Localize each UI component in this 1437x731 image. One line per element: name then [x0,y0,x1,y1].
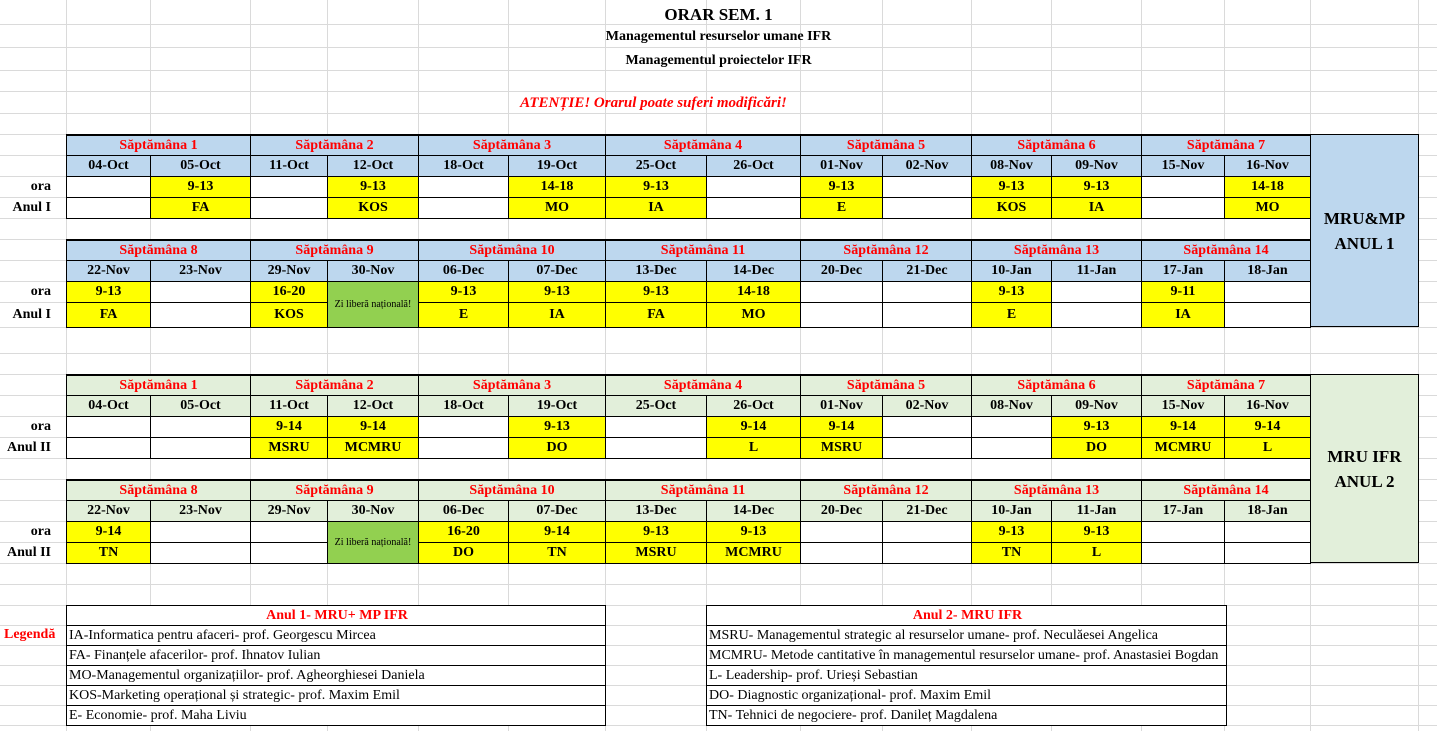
warning-notice: ATENȚIE! Orarul poate suferi modificări! [520,95,787,111]
empty-cell[interactable] [800,302,883,328]
week-header: Săptămâna 10 [418,479,606,501]
program-label-line: ANUL 2 [1334,471,1395,491]
hours-cell[interactable]: 9-14 [508,521,606,543]
date-header: 18-Oct [418,395,509,417]
week-header: Săptămâna 12 [800,479,972,501]
row-label-year: Anul I [12,307,51,322]
empty-cell[interactable] [1224,521,1311,543]
course-cell[interactable]: L [1224,437,1311,459]
course-cell[interactable]: FA [66,302,151,328]
course-cell[interactable]: MSRU [800,437,883,459]
week-header: Săptămâna 12 [800,239,972,261]
empty-cell[interactable] [800,542,883,564]
empty-cell[interactable] [706,176,801,198]
week-header: Săptămâna 7 [1141,134,1311,156]
date-header: 08-Nov [971,155,1052,177]
empty-cell[interactable] [882,197,972,219]
row-label-hours: ora [30,419,51,434]
date-header: 06-Dec [418,260,509,282]
course-cell[interactable]: MO [508,197,606,219]
date-header: 10-Jan [971,260,1052,282]
empty-cell[interactable] [1224,542,1311,564]
date-header: 12-Oct [327,155,419,177]
empty-cell[interactable] [882,521,972,543]
empty-cell[interactable] [418,197,509,219]
empty-cell[interactable] [150,521,251,543]
empty-cell[interactable] [150,416,251,438]
row-label-empty [0,374,67,417]
hours-cell[interactable]: 16-20 [418,521,509,543]
hours-cell[interactable]: 9-13 [800,176,883,198]
legend-label: Legendă [4,627,56,642]
program-label [1310,374,1419,563]
date-header: 09-Nov [1051,395,1142,417]
row-label-empty [0,239,67,282]
date-header: 23-Nov [150,500,251,522]
date-header: 02-Nov [882,395,972,417]
hours-cell[interactable]: 9-13 [706,521,801,543]
hours-cell[interactable]: 9-13 [605,281,707,303]
hours-cell[interactable]: 9-14 [1224,416,1311,438]
legend-title-year2: Anul 2- MRU IFR [706,605,1227,626]
course-cell[interactable]: L [1051,542,1142,564]
date-header: 11-Jan [1051,500,1142,522]
hours-cell[interactable]: 9-14 [327,416,419,438]
legend-item: MO-Managementul organizațiilor- prof. Agheorghiesei Daniela [66,665,606,686]
empty-cell[interactable] [418,176,509,198]
date-header: 14-Dec [706,500,801,522]
date-header: 23-Nov [150,260,251,282]
date-header: 11-Oct [250,395,328,417]
hours-cell[interactable]: 9-13 [66,281,151,303]
week-header: Săptămâna 8 [66,239,251,261]
date-header: 12-Oct [327,395,419,417]
date-header: 01-Nov [800,395,883,417]
week-header: Săptămâna 2 [250,374,419,396]
week-header: Săptămâna 6 [971,134,1142,156]
hours-cell[interactable]: 14-18 [508,176,606,198]
course-cell[interactable]: MSRU [605,542,707,564]
date-header: 05-Oct [150,395,251,417]
legend-item: L- Leadership- prof. Urieși Sebastian [706,665,1227,686]
row-label-empty [0,479,67,522]
row-label-hours: ora [30,179,51,194]
week-header: Săptămâna 13 [971,479,1142,501]
course-cell[interactable]: IA [1141,302,1225,328]
course-cell[interactable]: IA [1051,197,1142,219]
gridline [0,353,1437,354]
course-cell[interactable]: KOS [250,302,328,328]
hours-cell[interactable]: 9-13 [1051,416,1142,438]
week-header: Săptămâna 14 [1141,479,1311,501]
hours-cell[interactable]: 9-13 [605,176,707,198]
date-header: 05-Oct [150,155,251,177]
hours-cell[interactable]: 9-13 [605,521,707,543]
empty-cell[interactable] [1141,521,1225,543]
date-header: 29-Nov [250,500,328,522]
date-header: 18-Oct [418,155,509,177]
week-header: Săptămâna 8 [66,479,251,501]
course-cell[interactable]: DO [1051,437,1142,459]
date-header: 29-Nov [250,260,328,282]
empty-cell[interactable] [250,197,328,219]
subtitle-mp: Managementul proiectelor IFR [625,53,812,68]
date-header: 11-Jan [1051,260,1142,282]
row-label-empty [0,134,67,177]
week-header: Săptămâna 4 [605,134,801,156]
gridline [0,113,1437,114]
week-header: Săptămâna 11 [605,239,801,261]
legend-item: KOS-Marketing operațional și strategic- prof. Maxim Emil [66,685,606,706]
week-header: Săptămâna 14 [1141,239,1311,261]
course-cell[interactable]: FA [605,302,707,328]
hours-cell[interactable]: 9-14 [250,416,328,438]
empty-cell[interactable] [971,437,1052,459]
date-header: 21-Dec [882,500,972,522]
date-header: 07-Dec [508,500,606,522]
date-header: 17-Jan [1141,260,1225,282]
empty-cell[interactable] [250,176,328,198]
week-header: Săptămâna 9 [250,239,419,261]
hours-cell[interactable]: 9-13 [971,521,1052,543]
hours-cell[interactable]: 9-13 [327,176,419,198]
hours-cell[interactable]: 9-13 [1051,521,1142,543]
empty-cell[interactable] [605,437,707,459]
row-label-hours: ora [30,524,51,539]
legend-item: IA-Informatica pentru afaceri- prof. Georgescu Mircea [66,625,606,646]
hours-cell[interactable]: 9-13 [971,281,1052,303]
empty-cell[interactable] [250,542,328,564]
course-cell[interactable]: MCMRU [1141,437,1225,459]
date-header: 22-Nov [66,260,151,282]
legend-item: MSRU- Managementul strategic al resurselor umane- prof. Neculăesei Angelica [706,625,1227,646]
week-header: Săptămâna 5 [800,374,972,396]
course-cell[interactable]: FA [150,197,251,219]
empty-cell[interactable] [1051,281,1142,303]
date-header: 14-Dec [706,260,801,282]
course-cell[interactable]: TN [66,542,151,564]
course-cell[interactable]: MO [1224,197,1311,219]
week-header: Săptămâna 7 [1141,374,1311,396]
legend-item: TN- Tehnici de negociere- prof. Danileț Magdalena [706,705,1227,726]
program-label [1310,134,1419,327]
empty-cell[interactable] [1141,542,1225,564]
date-header: 13-Dec [605,260,707,282]
week-header: Săptămâna 5 [800,134,972,156]
course-cell[interactable]: TN [508,542,606,564]
course-cell[interactable]: TN [971,542,1052,564]
date-header: 04-Oct [66,155,151,177]
empty-cell[interactable] [706,197,801,219]
legend-item: MCMRU- Metode cantitative în managementul resurselor umane- prof. Anastasiei Bogdan [706,645,1227,666]
gridline [1418,0,1419,731]
date-header: 02-Nov [882,155,972,177]
course-cell[interactable]: E [971,302,1052,328]
date-header: 16-Nov [1224,395,1311,417]
date-header: 19-Oct [508,155,606,177]
empty-cell[interactable] [66,437,151,459]
course-cell[interactable]: MCMRU [706,542,801,564]
empty-cell[interactable] [150,542,251,564]
row-label-year: Anul II [7,545,51,560]
course-cell[interactable]: DO [508,437,606,459]
date-header: 30-Nov [327,260,419,282]
hours-cell[interactable]: 9-13 [418,281,509,303]
date-header: 20-Dec [800,500,883,522]
empty-cell[interactable] [418,416,509,438]
hours-cell[interactable]: 9-14 [66,521,151,543]
date-header: 25-Oct [605,395,707,417]
hours-cell[interactable]: 9-13 [150,176,251,198]
date-header: 19-Oct [508,395,606,417]
row-label-hours: ora [30,284,51,299]
week-header: Săptămâna 2 [250,134,419,156]
course-cell[interactable]: IA [605,197,707,219]
hours-cell[interactable]: 9-11 [1141,281,1225,303]
date-header: 15-Nov [1141,155,1225,177]
gridline [0,47,1437,48]
empty-cell[interactable] [882,542,972,564]
empty-cell[interactable] [971,416,1052,438]
date-header: 22-Nov [66,500,151,522]
page-title: ORAR SEM. 1 [664,5,773,24]
empty-cell[interactable] [800,281,883,303]
week-header: Săptămâna 3 [418,374,606,396]
legend-item: E- Economie- prof. Maha Liviu [66,705,606,726]
course-cell[interactable]: DO [418,542,509,564]
hours-cell[interactable]: 14-18 [1224,176,1311,198]
program-label-line: MRU&MP [1323,208,1406,228]
legend-item: DO- Diagnostic organizațional- prof. Maxim Emil [706,685,1227,706]
empty-cell[interactable] [150,437,251,459]
empty-cell[interactable] [800,521,883,543]
hours-cell[interactable]: 9-13 [508,281,606,303]
date-header: 13-Dec [605,500,707,522]
program-label-line: ANUL 1 [1334,233,1395,253]
empty-cell[interactable] [250,521,328,543]
week-header: Săptămâna 3 [418,134,606,156]
gridline [0,91,1437,92]
empty-cell[interactable] [605,416,707,438]
empty-cell[interactable] [66,416,151,438]
empty-cell[interactable] [150,281,251,303]
empty-cell[interactable] [1051,302,1142,328]
hours-cell[interactable]: 16-20 [250,281,328,303]
empty-cell[interactable] [882,302,972,328]
date-header: 18-Jan [1224,500,1311,522]
week-header: Săptămâna 10 [418,239,606,261]
course-cell[interactable]: MCMRU [327,437,419,459]
week-header: Săptămâna 4 [605,374,801,396]
row-label-year: Anul I [12,200,51,215]
empty-cell[interactable] [882,437,972,459]
date-header: 15-Nov [1141,395,1225,417]
hours-cell[interactable]: 9-14 [1141,416,1225,438]
gridline [0,70,1437,71]
empty-cell[interactable] [66,176,151,198]
date-header: 06-Dec [418,500,509,522]
hours-cell[interactable]: 14-18 [706,281,801,303]
course-cell[interactable]: KOS [327,197,419,219]
empty-cell[interactable] [882,416,972,438]
legend-item: FA- Finanțele afacerilor- prof. Ihnatov Iulian [66,645,606,666]
date-header: 11-Oct [250,155,328,177]
week-header: Săptămâna 9 [250,479,419,501]
gridline [0,584,1437,585]
empty-cell[interactable] [882,176,972,198]
course-cell[interactable]: MO [706,302,801,328]
week-header: Săptămâna 11 [605,479,801,501]
date-header: 30-Nov [327,500,419,522]
date-header: 08-Nov [971,395,1052,417]
week-header: Săptămâna 1 [66,374,251,396]
course-cell[interactable]: E [418,302,509,328]
hours-cell[interactable]: 9-14 [800,416,883,438]
legend-title-year1: Anul 1- MRU+ MP IFR [66,605,606,626]
holiday-cell[interactable]: Zi liberă națională! [327,521,419,564]
date-header: 26-Oct [706,395,801,417]
date-header: 18-Jan [1224,260,1311,282]
course-cell[interactable]: L [706,437,801,459]
date-header: 20-Dec [800,260,883,282]
empty-cell[interactable] [150,302,251,328]
empty-cell[interactable] [1141,197,1225,219]
hours-cell[interactable]: 9-13 [971,176,1052,198]
empty-cell[interactable] [882,281,972,303]
empty-cell[interactable] [1224,281,1311,303]
subtitle-mru: Managementul resurselor umane IFR [605,29,832,44]
date-header: 04-Oct [66,395,151,417]
course-cell[interactable]: MSRU [250,437,328,459]
date-header: 10-Jan [971,500,1052,522]
course-cell[interactable]: KOS [971,197,1052,219]
week-header: Săptămâna 6 [971,374,1142,396]
date-header: 01-Nov [800,155,883,177]
date-header: 16-Nov [1224,155,1311,177]
empty-cell[interactable] [418,437,509,459]
date-header: 17-Jan [1141,500,1225,522]
empty-cell[interactable] [66,197,151,219]
week-header: Săptămâna 13 [971,239,1142,261]
date-header: 07-Dec [508,260,606,282]
hours-cell[interactable]: 9-14 [706,416,801,438]
empty-cell[interactable] [1141,176,1225,198]
date-header: 26-Oct [706,155,801,177]
date-header: 25-Oct [605,155,707,177]
week-header: Săptămâna 1 [66,134,251,156]
date-header: 09-Nov [1051,155,1142,177]
hours-cell[interactable]: 9-13 [508,416,606,438]
empty-cell[interactable] [1224,302,1311,328]
date-header: 21-Dec [882,260,972,282]
hours-cell[interactable]: 9-13 [1051,176,1142,198]
program-label-line: MRU IFR [1327,446,1402,466]
course-cell[interactable]: IA [508,302,606,328]
row-label-year: Anul II [7,440,51,455]
holiday-cell[interactable]: Zi liberă națională! [327,281,419,328]
course-cell[interactable]: E [800,197,883,219]
